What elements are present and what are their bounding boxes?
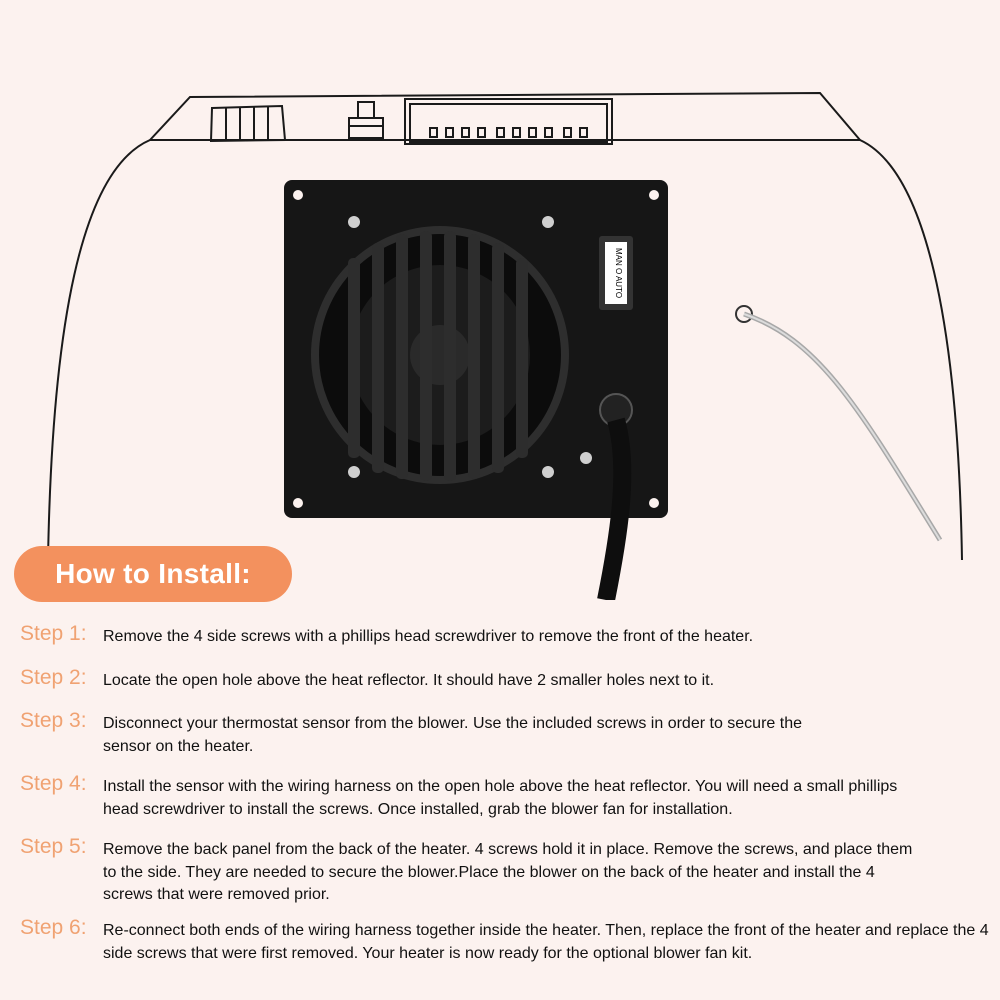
step-label: Step 2: <box>20 666 87 689</box>
blower-fan <box>284 180 668 600</box>
step-label: Step 6: <box>20 916 87 939</box>
step-text: Locate the open hole above the heat reflector. It should have 2 smaller holes next to it. <box>103 672 715 689</box>
how-to-install-heading: How to Install: <box>14 546 292 602</box>
step-text: Remove the back panel from the back of the heater. 4 screws hold it in place. Remove the screws, and place them to the side. They are needed to secure the blower.Place the blower on the back of the heater and install the 4 screws that were removed prior. <box>103 841 913 903</box>
step-label: Step 5: <box>20 835 87 858</box>
sensor-wire <box>736 306 940 540</box>
step-text: Remove the 4 side screws with a phillips head screwdriver to remove the front of the heater. <box>103 628 754 645</box>
step-text: Disconnect your thermostat sensor from the blower. Use the included screws in order to secure the sensor on the heater. <box>103 715 802 755</box>
step-text: Re-connect both ends of the wiring harness together inside the heater. Then, replace the front of the heater and replace the 4 side screws that were first removed. Your heater is now ready for the optional blower fan kit. <box>103 922 989 962</box>
step-label: Step 3: <box>20 709 87 732</box>
control-knob <box>211 106 285 141</box>
step-text: Install the sensor with the wiring harness on the open hole above the heat reflector. You will need a small phillips head screwdriver to install the screws. Once installed, grab the blower fan for installation. <box>103 778 898 818</box>
small-button <box>349 102 383 138</box>
step-label: Step 4: <box>20 772 87 795</box>
step-label: Step 1: <box>20 622 87 645</box>
display-panel <box>405 99 612 144</box>
switch-label: MAN O AUTO <box>614 247 623 299</box>
